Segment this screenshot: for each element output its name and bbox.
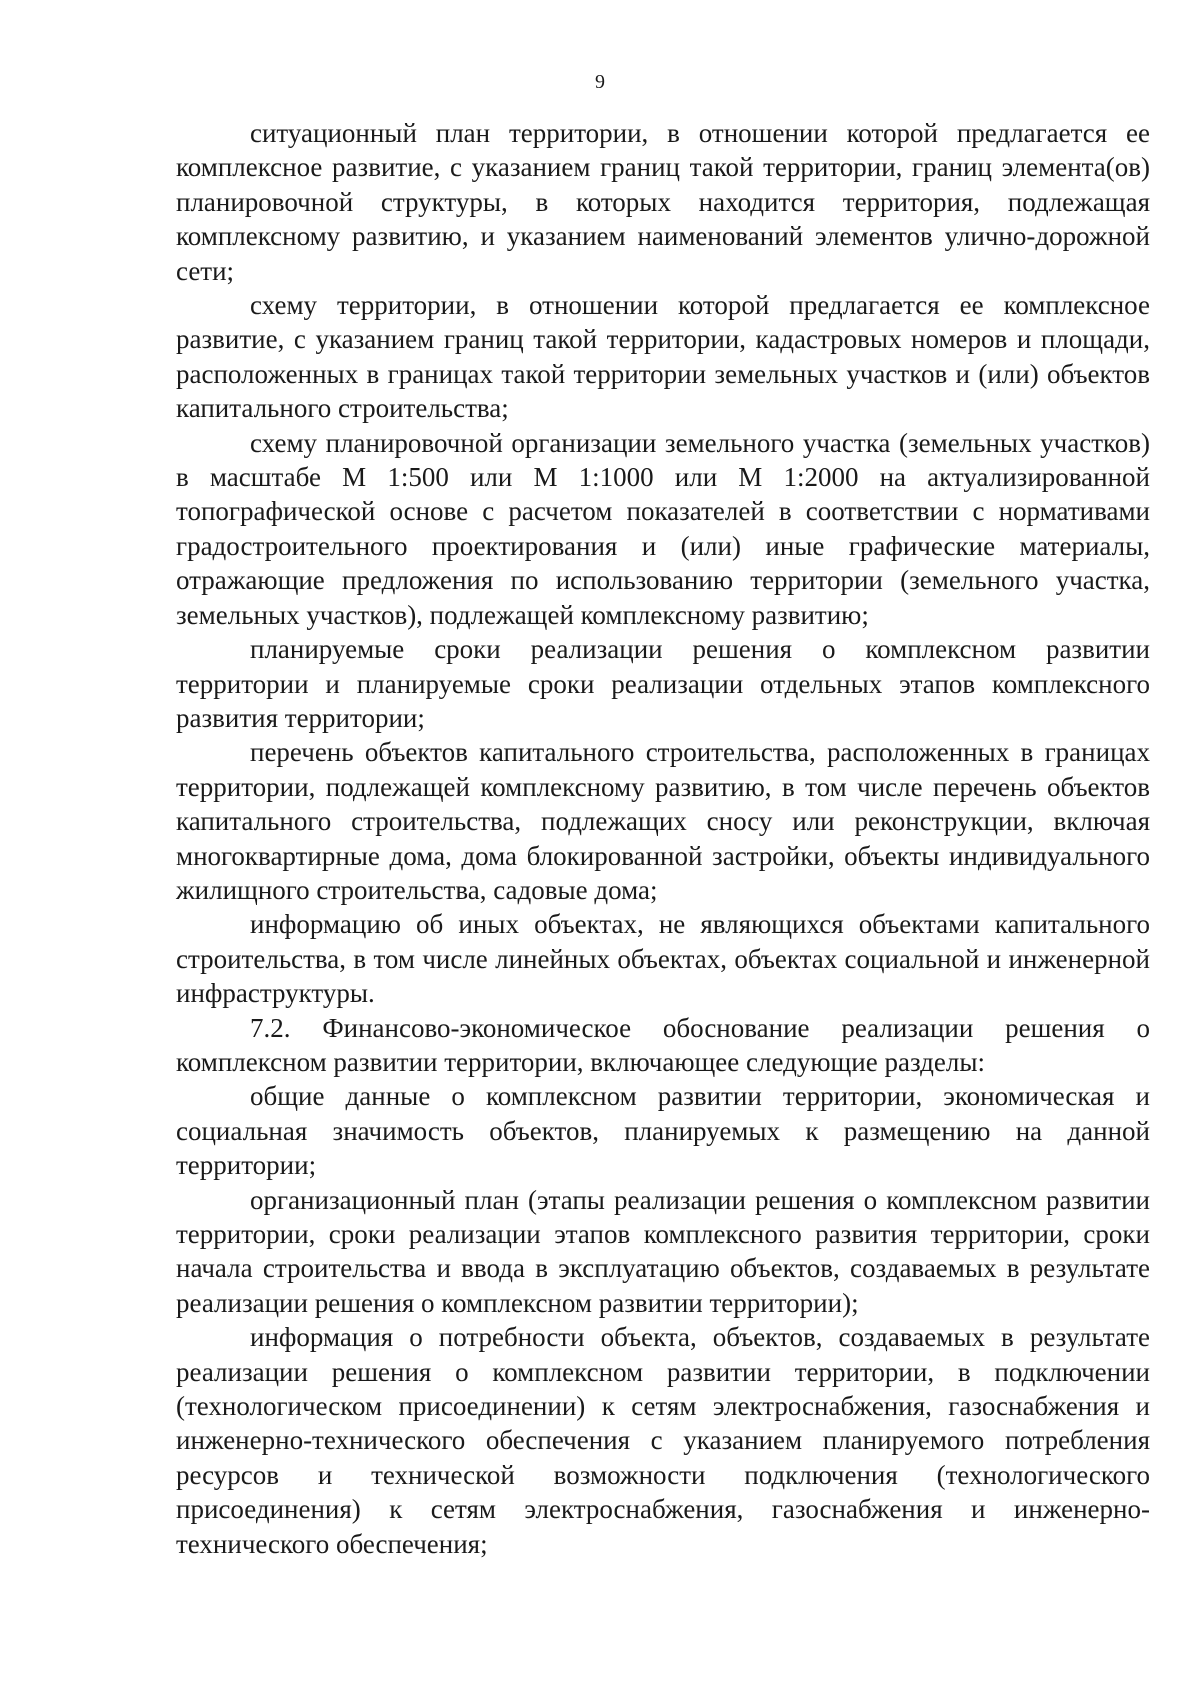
page-number: 9 bbox=[595, 71, 605, 93]
paragraph-objects-list: перечень объектов капитального строительства, расположенных в границах территории, подлежащей комплексному развитию, в том числе перечень объектов капитального строительства, подлежащих сносу или реконструкции, включая многоквартирные дома, дома блокированной застройки, объекты индивидуального жилищного строительства, садовые дома; bbox=[176, 737, 1150, 905]
paragraph-general-data: общие данные о комплексном развитии территории, экономическая и социальная значимость объектов, планируемых к размещению на данной территории; bbox=[176, 1081, 1150, 1181]
paragraph-planning-scheme: схему планировочной организации земельного участка (земельных участков) в масштабе М 1:500 или М 1:1000 или М 1:2000 на актуализированной топографической основе с расчетом показателей в соответствии с нормативами градостроительного проектирования и (или) иные графические материалы, отражающие предложения по использованию территории (земельного участка, земельных участков), подлежащей комплексному развитию; bbox=[176, 427, 1150, 630]
paragraph-territory-scheme: схему территории, в отношении которой предлагается ее комплексное развитие, с указанием границ такой территории, кадастровых номеров и площади, расположенных в границах такой территории земельных участков и (или) объектов капитального строительства; bbox=[176, 290, 1150, 424]
paragraph-section-7-2: 7.2. Финансово-экономическое обоснование реализации решения о комплексном развитии территории, включающее следующие разделы: bbox=[176, 1012, 1150, 1077]
paragraph-other-objects: информацию об иных объектах, не являющихся объектами капитального строительства, в том числе линейных объектах, объектах социальной и инженерной инфраструктуры. bbox=[176, 909, 1150, 1009]
paragraph-planned-terms: планируемые сроки реализации решения о комплексном развитии территории и планируемые сроки реализации отдельных этапов комплексного развития территории; bbox=[176, 634, 1150, 733]
document-body bbox=[176, 116, 1150, 1561]
paragraph-connection-needs: информация о потребности объекта, объектов, создаваемых в результате реализации решения о комплексном развитии территории, в подключении (технологическом присоединении) к сетям электроснабжения, газоснабжения и инженерно-технического обеспечения с указанием планируемого потребления ресурсов и технической возможности подключения (технологического присоединения) к сетям электроснабжения, газоснабжения и инженерно-технического обеспечения; bbox=[176, 1322, 1150, 1559]
paragraph-situational-plan: ситуационный план территории, в отношении которой предлагается ее комплексное развитие, с указанием границ такой территории, границ элемента(ов) планировочной структуры, в которых находится территория, подлежащая комплексному развитию, и указанием наименований элементов улично-дорожной сети; bbox=[176, 118, 1150, 286]
paragraph-organizational-plan: организационный план (этапы реализации решения о комплексном развитии территории, сроки реализации этапов комплексного развития территории, сроки начала строительства и ввода в эксплуатацию объектов, создаваемых в результате реализации решения о комплексном развитии территории); bbox=[176, 1184, 1150, 1318]
